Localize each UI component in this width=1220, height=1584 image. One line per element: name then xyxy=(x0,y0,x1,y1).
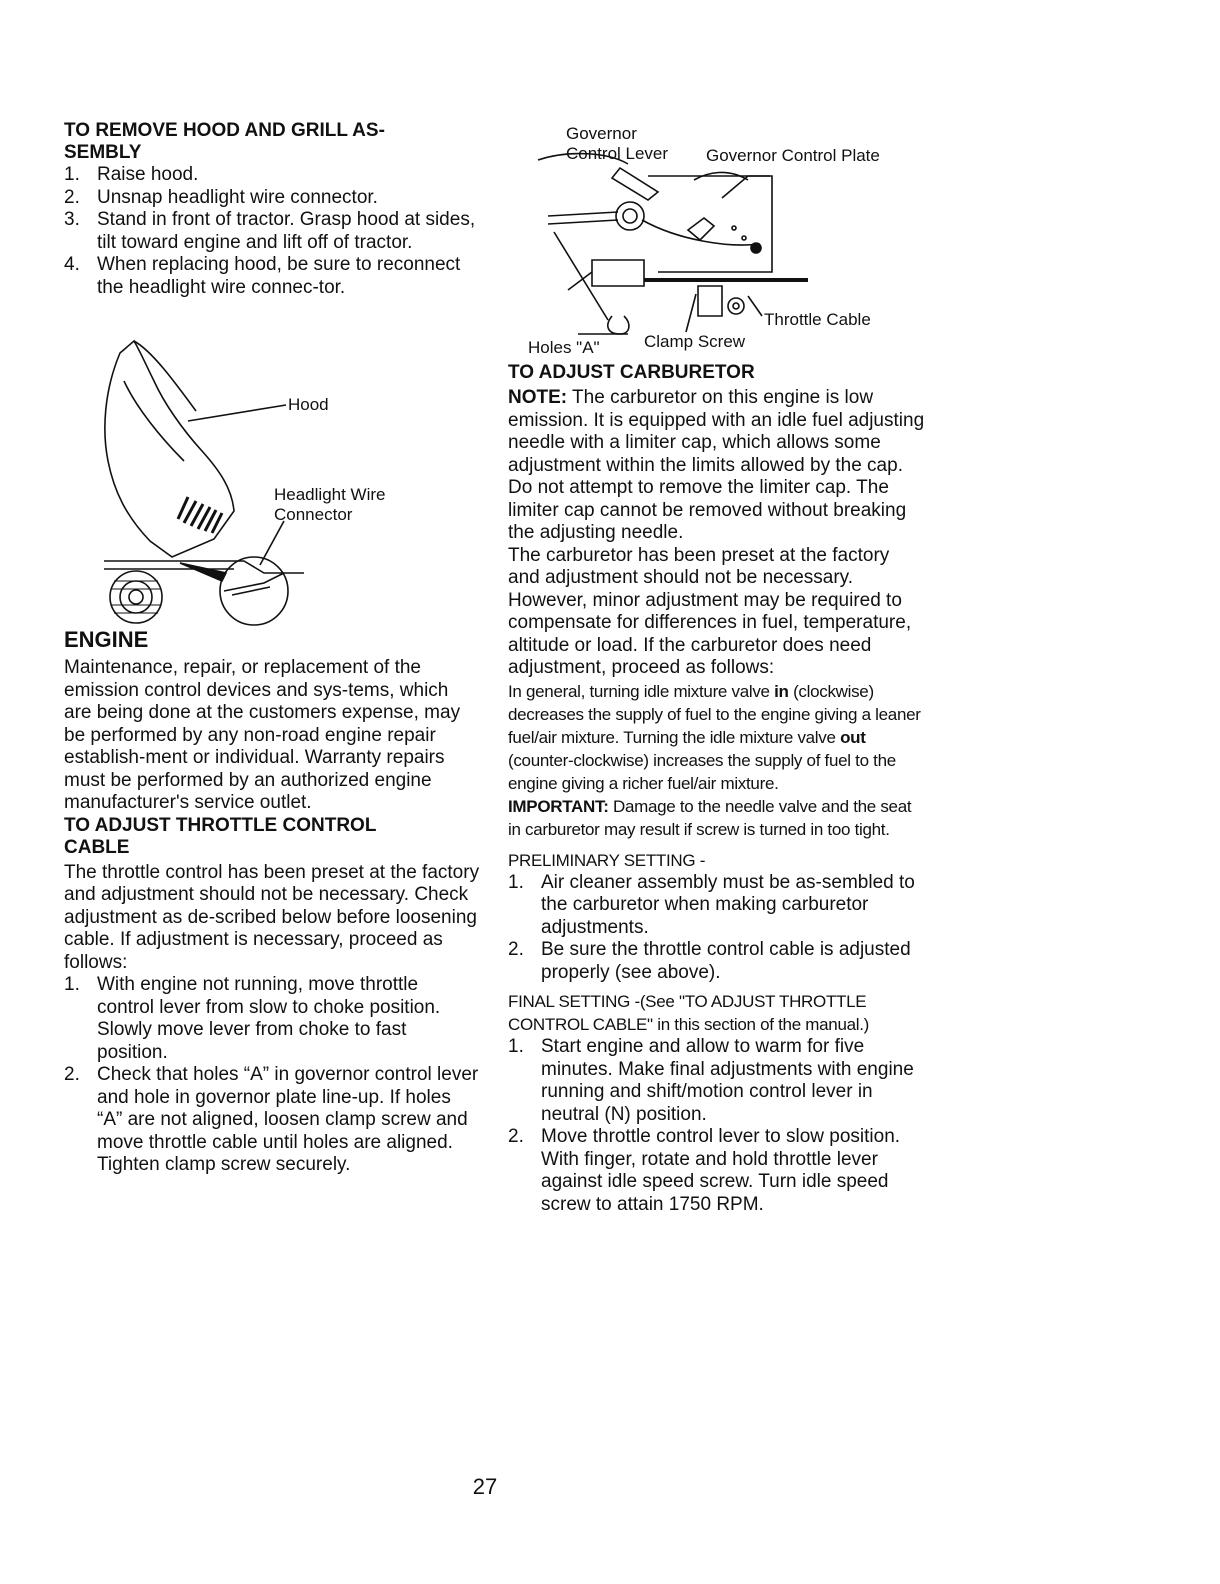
carburetor-important: IMPORTANT: Damage to the needle valve and the seat in carburetor may result if screw is turned in too tight. xyxy=(508,796,912,839)
left-column xyxy=(64,120,480,1177)
list-item: 2. Check that holes “A” in governor control lever and hole in governor plate line-up. If holes “A” are not aligned, loosen clamp screw and move throttle cable until holes are aligned. Tighten clamp screw securely. xyxy=(64,1064,479,1175)
carburetor-preset: The carburetor has been preset at the factory and adjustment should not be necessary. However, minor adjustment may be required to compensate for differences in fuel, temperature, altitude or load. If the carburetor does need adjustment, proceed as follows: xyxy=(508,544,912,678)
hood-illustration xyxy=(64,311,480,627)
preliminary-title: PRELIMINARY SETTING - xyxy=(508,850,706,870)
hood-label: Hood xyxy=(288,395,329,414)
preliminary-steps xyxy=(508,872,926,985)
hood-section-title: TO REMOVE HOOD AND GRILL AS- SEMBLY xyxy=(64,120,385,163)
engine-body: Maintenance, repair, or replacement of the emission control devices and sys-tems, which are being done at the customers expense, may be performed by any non-road engine repair establish-ment or individual. Warranty repairs must be performed by an authorized engine manufacturer's service outlet. xyxy=(64,657,461,813)
carburetor-section xyxy=(508,362,926,1216)
throttle-steps xyxy=(64,974,480,1177)
engine-section xyxy=(64,627,480,815)
hood-steps xyxy=(64,164,480,299)
list-item: 1. Start engine and allow to warm for five minutes. Make final adjustments with engine running and shift/motion control lever in neutral (N) position. xyxy=(508,1036,914,1125)
governor-plate-label: Governor Control Plate xyxy=(706,146,880,165)
list-item: 1. With engine not running, move throttle control lever from slow to choke position. Slowly move lever from choke to fast position. xyxy=(64,974,441,1063)
throttle-title: TO ADJUST THROTTLE CONTROL CABLE xyxy=(64,814,377,858)
list-item: 2. Unsnap headlight wire connector. xyxy=(64,186,378,208)
engine-title: ENGINE xyxy=(64,627,149,652)
hood-figure xyxy=(64,311,480,627)
page-number: 27 xyxy=(472,1474,498,1499)
throttle-section xyxy=(64,815,480,1177)
list-item: 3. Stand in front of tractor. Grasp hood at sides, tilt toward engine and lift off of tractor. xyxy=(64,209,476,253)
list-item: 4. When replacing hood, be sure to reconnect the headlight wire connec-tor. xyxy=(64,254,461,298)
throttle-cable-label: Throttle Cable xyxy=(764,310,871,329)
right-column xyxy=(508,120,926,1216)
final-steps xyxy=(508,1036,926,1216)
carburetor-title: TO ADJUST CARBURETOR xyxy=(508,362,755,383)
governor-figure xyxy=(508,120,926,362)
throttle-body: The throttle control has been preset at the factory and adjustment should not be necessary. Check adjustment as de-scribed below before loosening cable. If adjustment is necessary, proceed as follows: xyxy=(64,861,480,973)
headlight-wire-label: Headlight Wire xyxy=(274,485,386,504)
list-item: 1. Air cleaner assembly must be as-sembled to the carburetor when making carburetor adjustments. xyxy=(508,871,915,938)
list-item: 2. Move throttle control lever to slow position. With finger, rotate and hold throttle lever against idle speed screw. Turn idle speed screw to attain 1750 RPM. xyxy=(508,1126,901,1215)
final-title: FINAL SETTING -(See "TO ADJUST THROTTLE CONTROL CABLE" in this section of the manual.) xyxy=(508,992,870,1034)
hood-section xyxy=(64,120,480,299)
holes-a-label: Holes "A" xyxy=(528,338,600,357)
carburetor-note: NOTE: The carburetor on this engine is low emission. It is equipped with an idle fuel adjusting needle with a limiter cap, which allows some adjustment within the limits allowed by the cap. Do not attempt to remove the limiter cap. The limiter cap cannot be removed without breaking the adjusting needle. xyxy=(508,387,925,543)
list-item: 2. Be sure the throttle control cable is adjusted properly (see above). xyxy=(508,939,911,983)
connector-label: Connector xyxy=(274,505,353,524)
list-item: 1. Raise hood. xyxy=(64,164,199,185)
governor-label: Governor xyxy=(566,124,637,143)
control-lever-label: Control Lever xyxy=(566,144,669,163)
carburetor-general: In general, turning idle mixture valve in (clockwise) decreases the supply of fuel to the engine giving a leaner fuel/air mixture. Turning the idle mixture valve out (counter-clockwise) increases the supply of fuel to the engine giving a richer fuel/air mixture. xyxy=(508,681,921,793)
clamp-screw-label: Clamp Screw xyxy=(644,332,746,351)
